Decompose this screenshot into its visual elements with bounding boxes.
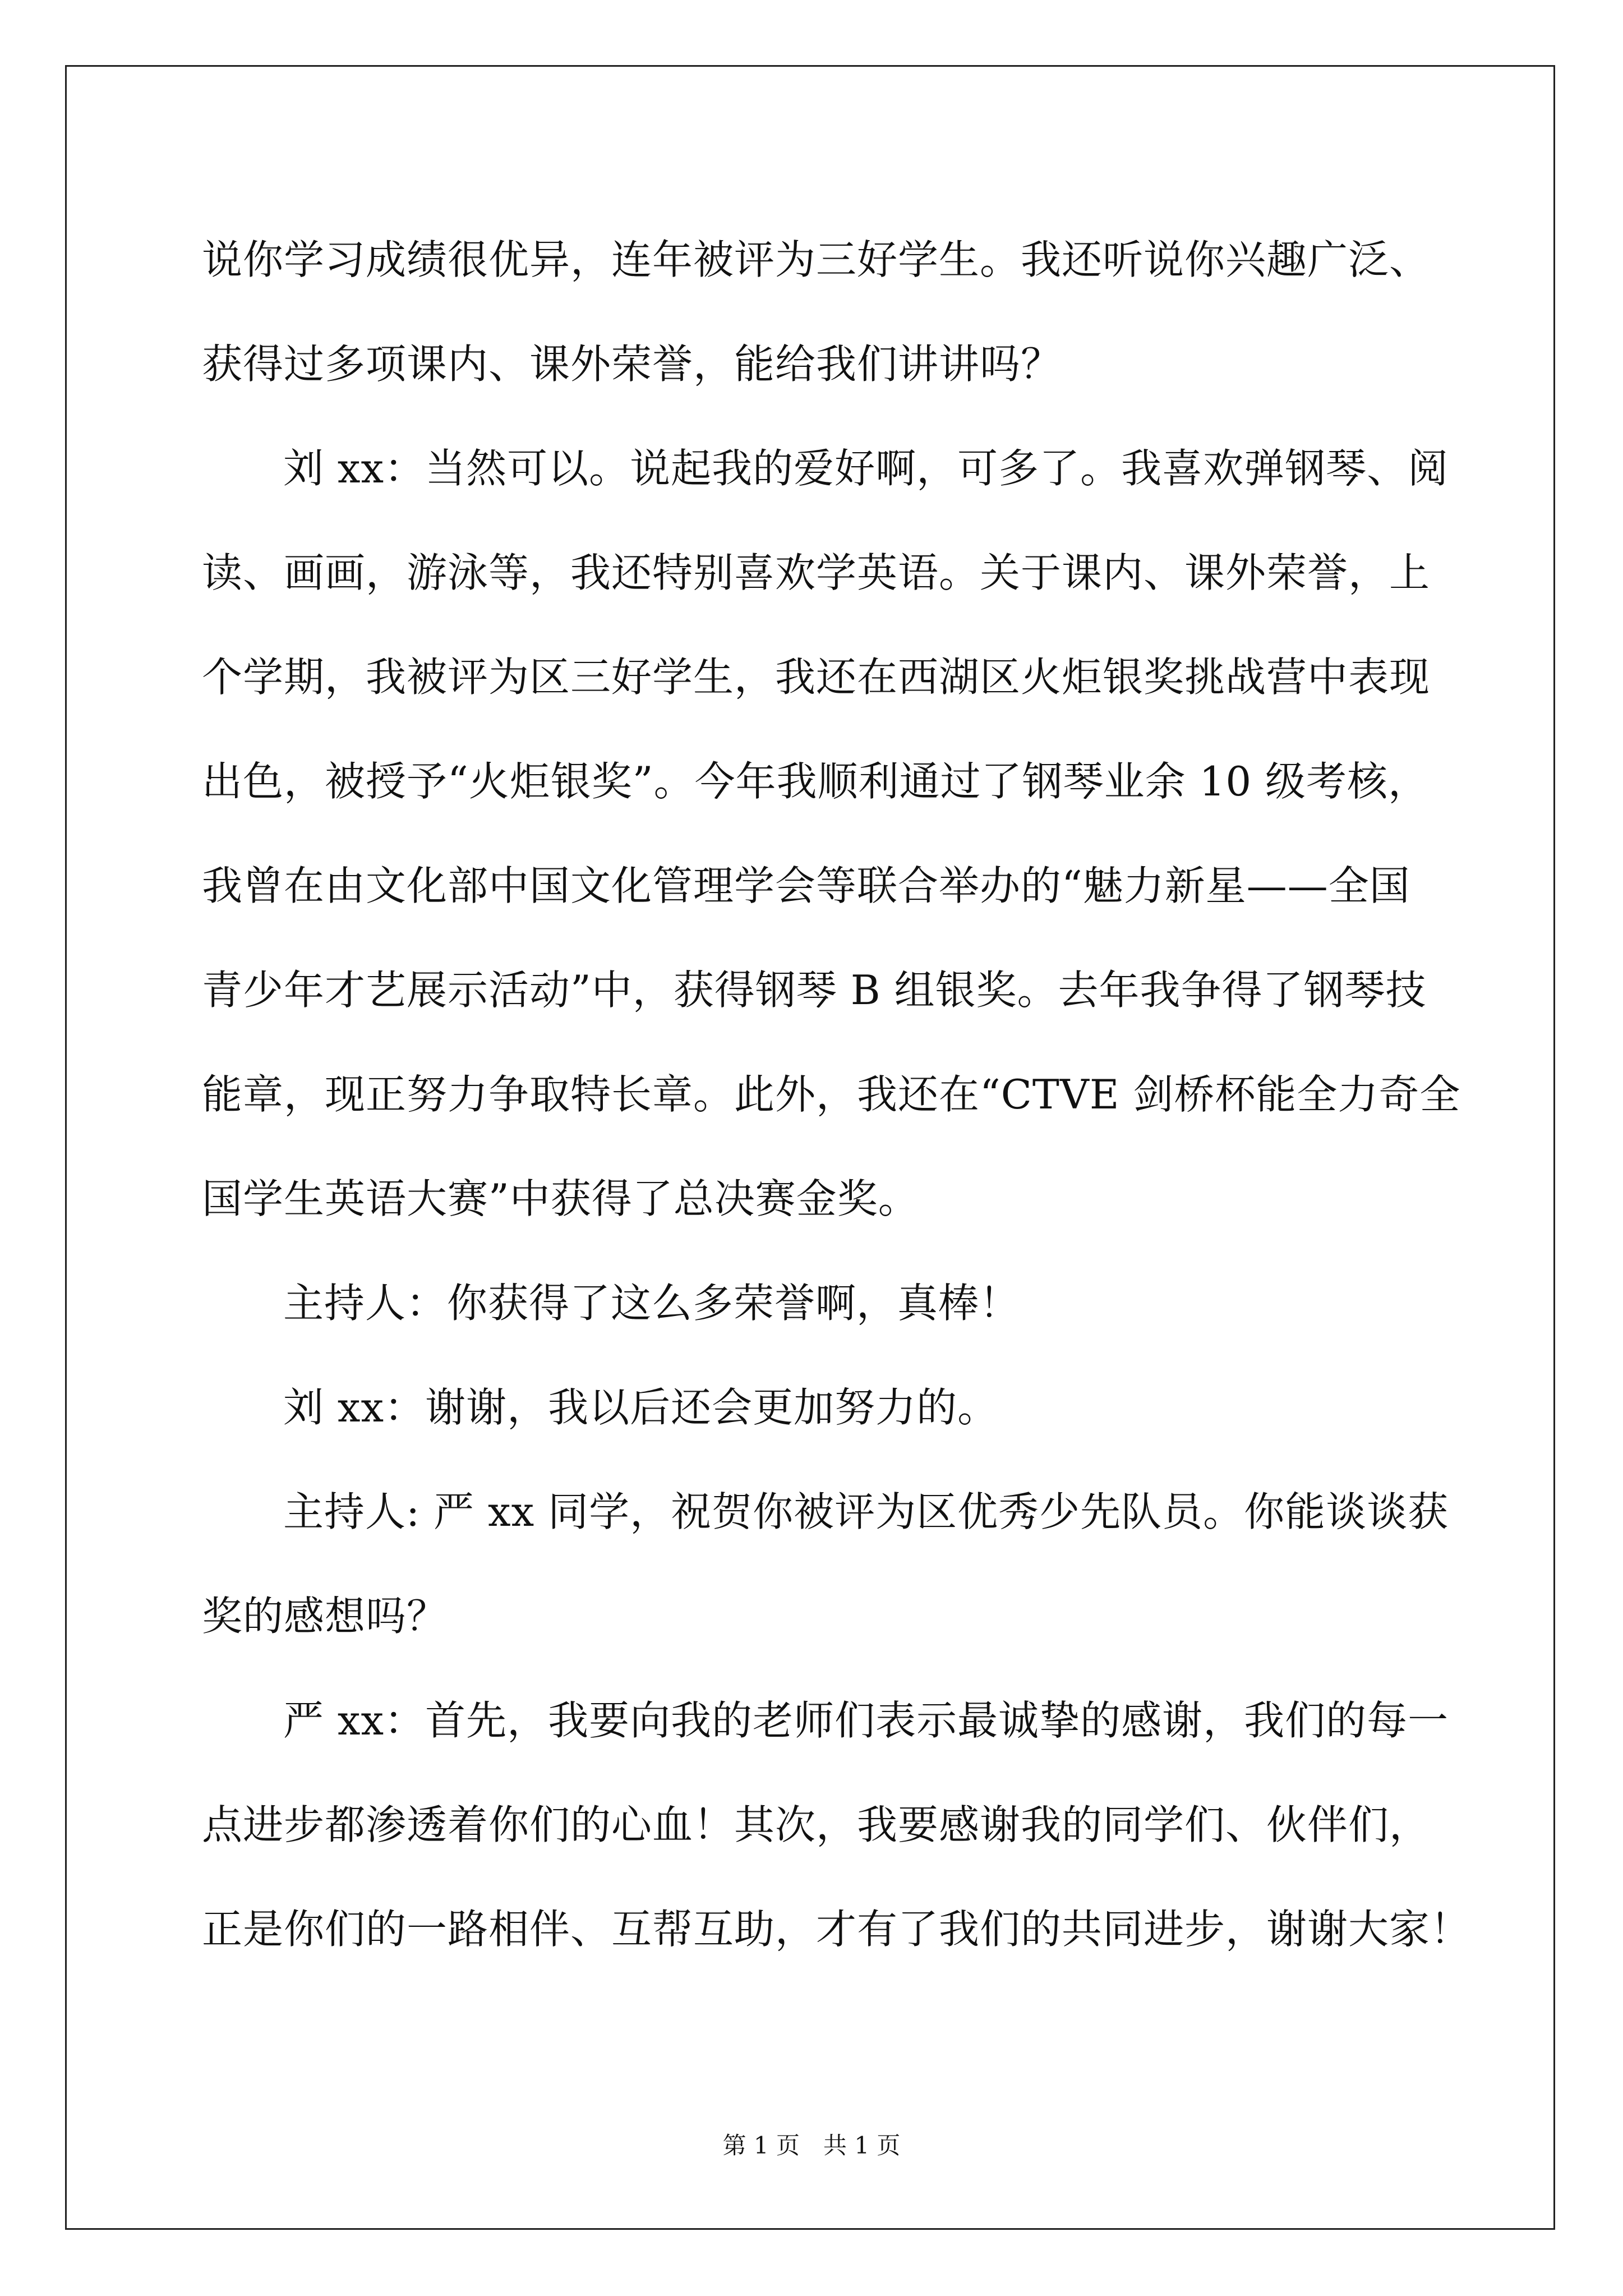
paragraph-start-line: 刘 xx：谢谢，我以后还会更加努力的。 bbox=[283, 1384, 999, 1431]
text-line: 国学生英语大赛”中获得了总决赛金奖。 bbox=[202, 1175, 919, 1222]
text-line: 正是你们的一路相伴、互帮互助，才有了我们的共同进步，谢谢大家！ bbox=[202, 1906, 1472, 1953]
paragraph-start-line: 刘 xx：当然可以。说起我的爱好啊，可多了。我喜欢弹钢琴、阅 bbox=[283, 445, 1449, 492]
document-body bbox=[202, 208, 1472, 1981]
text-line: 说你学习成绩很优异，连年被评为三好学生。我还听说你兴趣广泛、 bbox=[202, 236, 1431, 283]
text-line: 出色，被授予“火炬银奖”。今年我顺利通过了钢琴业余 10 级考核， bbox=[202, 758, 1430, 805]
text-line: 能章，现正努力争取特长章。此外，我还在“CTVE 剑桥杯能全力奇全 bbox=[202, 1071, 1461, 1118]
paragraph-start-line: 主持人：你获得了这么多荣誉啊，真棒！ bbox=[283, 1280, 1021, 1327]
text-line: 奖的感想吗？ bbox=[202, 1593, 448, 1640]
text-line: 青少年才艺展示活动”中，获得钢琴 B 组银奖。去年我争得了钢琴技 bbox=[202, 967, 1427, 1014]
text-line: 个学期，我被评为区三好学生，我还在西湖区火炬银奖挑战营中表现 bbox=[202, 654, 1431, 701]
text-line: 读、画画，游泳等，我还特别喜欢学英语。关于课内、课外荣誉，上 bbox=[202, 549, 1431, 596]
paragraph-start-line: 主持人: 严 xx 同学，祝贺你被评为区优秀少先队员。你能谈谈获 bbox=[283, 1488, 1449, 1535]
page-number-footer: 第 1 页 共 1 页 bbox=[722, 2132, 901, 2159]
text-line: 获得过多项课内、课外荣誉，能给我们讲讲吗？ bbox=[202, 341, 1062, 388]
text-line: 点进步都渗透着你们的心血！其次，我要感谢我的同学们、伙伴们， bbox=[202, 1801, 1431, 1848]
paragraph-start-line: 严 xx：首先，我要向我的老师们表示最诚挚的感谢，我们的每一 bbox=[283, 1697, 1449, 1744]
text-line: 我曾在由文化部中国文化管理学会等联合举办的“魅力新星——全国 bbox=[202, 862, 1410, 909]
